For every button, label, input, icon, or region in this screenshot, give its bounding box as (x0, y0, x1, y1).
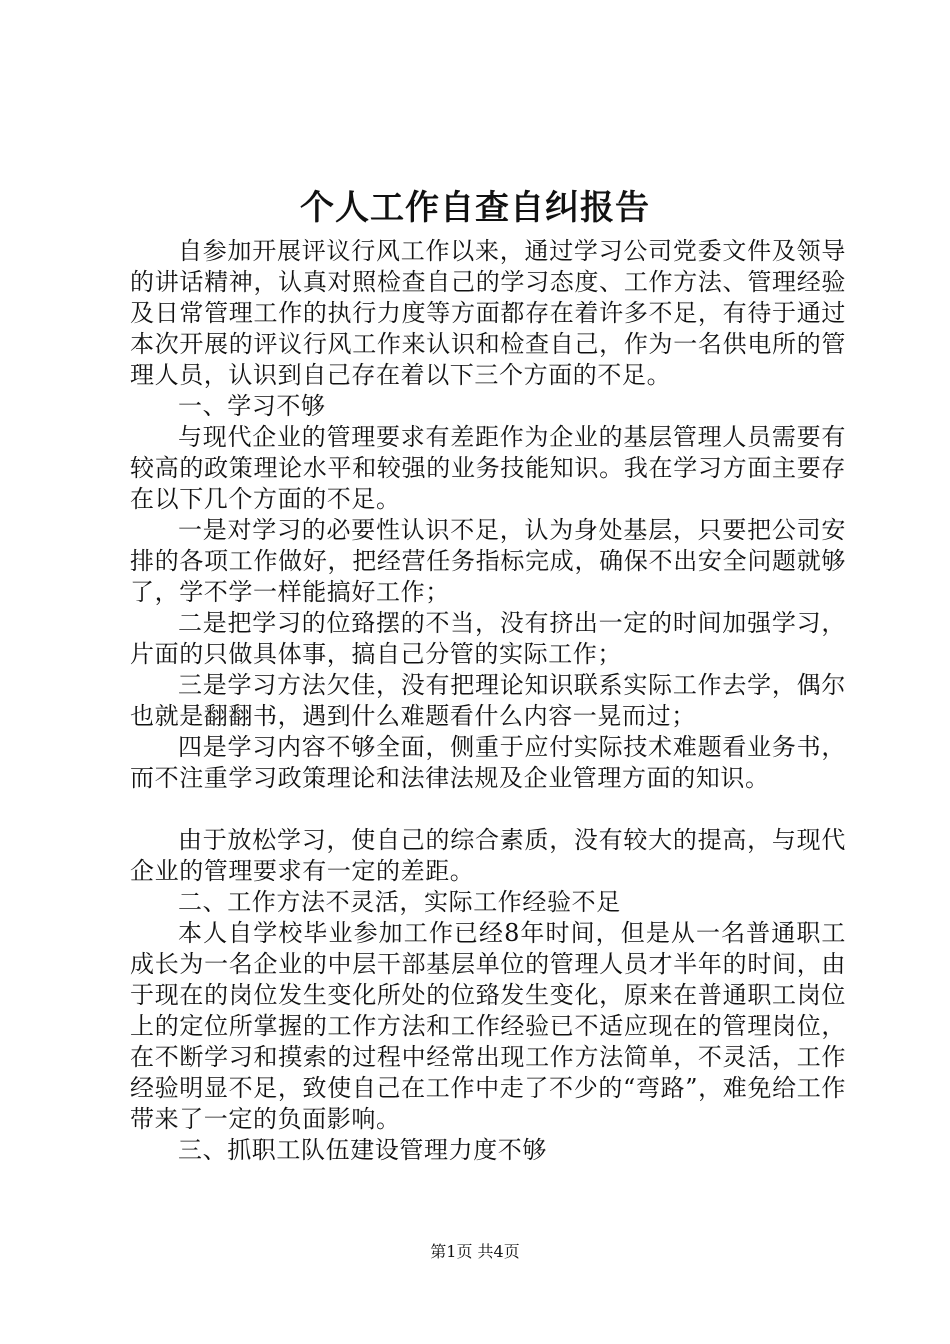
paragraph: 与现代企业的管理要求有差距作为企业的基层管理人员需要有较高的政策理论水平和较强的业务技能知识。我在学习方面主要存在以下几个方面的不足。 (130, 423, 846, 513)
section-heading-3: 三、抓职工队伍建设管理力度不够 (178, 1136, 547, 1164)
list-item: 一是对学习的必要性认识不足，认为身处基层，只要把公司安排的各项工作做好，把经营任务指标完成，确保不出安全问题就够了，学不学一样能搞好工作； (130, 516, 846, 606)
list-item: 二是把学习的位臵摆的不当，没有挤出一定的时间加强学习，片面的只做具体事，搞自己分管的实际工作； (130, 609, 846, 668)
paragraph-intro: 自参加开展评议行风工作以来，通过学习公司党委文件及领导的讲话精神，认真对照检查自己的学习态度、工作方法、管理经验及日常管理工作的执行力度等方面都存在着许多不足，有待于通过本次开展的评议行风工作来认识和检查自己，作为一名供电所的管理人员，认识到自己存在着以下三个方面的不足。 (130, 237, 846, 389)
document-title: 个人工作自查自纠报告 (300, 188, 650, 228)
section-heading-2: 二、工作方法不灵活，实际工作经验不足 (178, 888, 621, 916)
list-item: 三是学习方法欠佳，没有把理论知识联系实际工作去学，偶尔也就是翻翻书，遇到什么难题看什么内容一晃而过； (130, 671, 846, 730)
document-body (130, 236, 846, 1166)
section-heading-1: 一、学习不够 (178, 392, 326, 420)
page-footer: 第1页 共4页 (430, 1242, 520, 1261)
paragraph: 由于放松学习，使自己的综合素质，没有较大的提高，与现代企业的管理要求有一定的差距。 (130, 826, 846, 885)
paragraph: 本人自学校毕业参加工作已经8年时间，但是从一名普通职工成长为一名企业的中层干部基层单位的管理人员才半年的时间，由于现在的岗位发生变化所处的位臵发生变化，原来在普通职工岗位上的定位所掌握的工作方法和工作经验已不适应现在的管理岗位，在不断学习和摸索的过程中经常出现工作方法简单，不灵活，工作经验明显不足，致使自己在工作中走了不少的“弯路”，难免给工作带来了一定的负面影响。 (130, 919, 846, 1133)
list-item: 四是学习内容不够全面，侧重于应付实际技术难题看业务书，而不注重学习政策理论和法律法规及企业管理方面的知识。 (130, 733, 846, 792)
